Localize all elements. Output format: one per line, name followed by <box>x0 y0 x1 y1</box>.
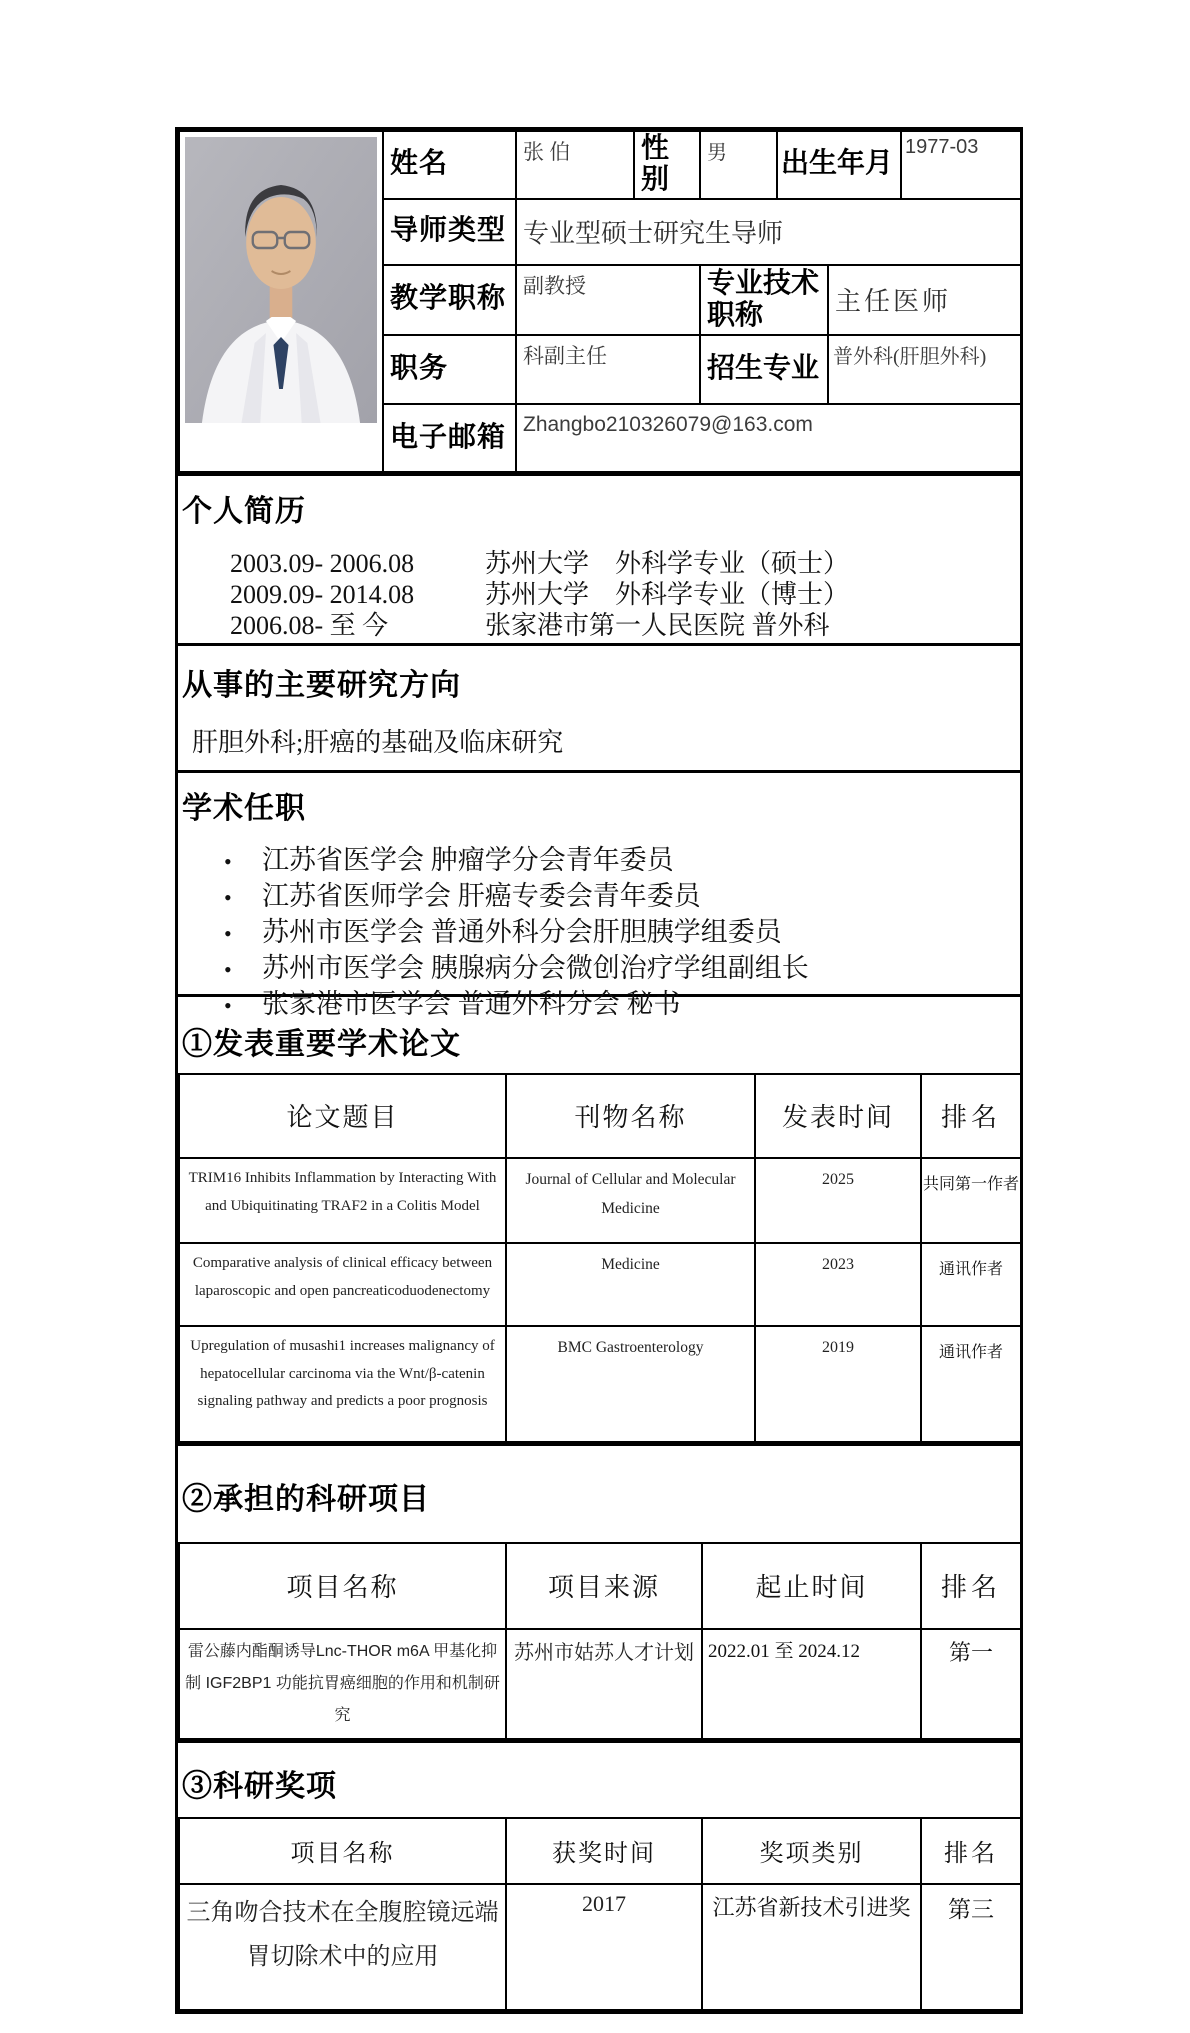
research-direction-title: 从事的主要研究方向 <box>182 668 461 702</box>
project-duration: 2022.01 至 2024.12 <box>702 1629 921 1739</box>
column-header: 奖项类别 <box>702 1818 921 1884</box>
column-header: 发表时间 <box>755 1074 921 1158</box>
list-item <box>218 879 1020 915</box>
table-header-row <box>179 1543 1021 1629</box>
tech-title-value: 主任医师 <box>828 265 1021 335</box>
column-header: 排名 <box>921 1074 1021 1158</box>
paper-journal: BMC Gastroenterology <box>506 1326 755 1442</box>
bullet-icon: • <box>224 884 232 910</box>
gender-value: 男 <box>700 131 777 199</box>
column-header: 项目名称 <box>179 1818 506 1884</box>
personal-info-table <box>178 130 1022 473</box>
projects-section-title: ②承担的科研项目 <box>182 1482 430 1516</box>
academic-position-text: 苏州市医学会 胰腺病分会微创治疗学组副组长 <box>262 952 809 983</box>
mentor-type-label: 导师类型 <box>383 199 516 265</box>
awards-section-title: ③科研奖项 <box>182 1769 337 1803</box>
project-name: 雷公藤内酯酮诱导Lnc-THOR m6A 甲基化抑制 IGF2BP1 功能抗胃癌细胞的作用和机制研究 <box>179 1629 506 1739</box>
column-header: 项目名称 <box>179 1543 506 1629</box>
position-value: 科副主任 <box>516 335 700 404</box>
academic-positions-section <box>178 770 1020 1019</box>
column-header: 刊物名称 <box>506 1074 755 1158</box>
gender-label: 性别 <box>634 131 700 199</box>
projects-table <box>178 1542 1022 1740</box>
enroll-major-label: 招生专业 <box>700 335 828 404</box>
name-label: 姓名 <box>383 131 516 199</box>
column-header: 排名 <box>921 1818 1021 1884</box>
table-row <box>179 1243 1021 1326</box>
bullet-icon: • <box>224 956 232 982</box>
resume-detail: 苏州大学 外科学专业（博士） <box>485 579 850 609</box>
resume-list <box>178 530 1020 659</box>
resume-entry <box>230 548 1020 579</box>
cv-document <box>175 127 1023 2014</box>
awards-table <box>178 1817 1022 2011</box>
academic-position-text: 江苏省医学会 肿瘤学分会青年委员 <box>262 844 674 875</box>
paper-journal: Medicine <box>506 1243 755 1326</box>
resume-period: 2006.08- 至 今 <box>230 610 389 640</box>
awards-section <box>178 1740 1020 2011</box>
table-row <box>179 1629 1021 1739</box>
list-item <box>218 915 1020 951</box>
resume-section-title: 个人简历 <box>182 494 306 528</box>
paper-title: TRIM16 Inhibits Inflammation by Interacting With and Ubiquitinating TRAF2 in a Colitis Model <box>179 1158 506 1243</box>
papers-table <box>178 1073 1022 1443</box>
academic-positions-title: 学术任职 <box>182 791 306 825</box>
paper-title: Comparative analysis of clinical efficacy between laparoscopic and open pancreaticoduodenectomy <box>179 1243 506 1326</box>
award-rank: 第三 <box>921 1884 1021 2010</box>
paper-rank: 共同第一作者 <box>921 1158 1021 1243</box>
email-label: 电子邮箱 <box>383 404 516 472</box>
paper-title: Upregulation of musashi1 increases malignancy of hepatocellular carcinoma via the Wnt/β-catenin signaling pathway and predicts a poor prognosis <box>179 1326 506 1442</box>
list-item <box>218 843 1020 879</box>
project-source: 苏州市姑苏人才计划 <box>506 1629 702 1739</box>
column-header: 项目来源 <box>506 1543 702 1629</box>
email-value: Zhangbo210326079@163.com <box>516 404 1021 472</box>
portrait-photo <box>179 131 383 472</box>
resume-detail: 苏州大学 外科学专业（硕士） <box>485 548 850 578</box>
projects-section <box>178 1443 1020 1740</box>
resume-detail: 张家港市第一人民医院 普外科 <box>485 610 830 640</box>
position-label: 职务 <box>383 335 516 404</box>
paper-year: 2023 <box>755 1243 921 1326</box>
table-row <box>179 1326 1021 1442</box>
name-value: 张 伯 <box>516 131 634 199</box>
personal-info-section <box>178 130 1020 473</box>
award-time: 2017 <box>506 1884 702 2010</box>
research-direction-section <box>178 643 1020 770</box>
bullet-icon: • <box>224 848 232 874</box>
column-header: 起止时间 <box>702 1543 921 1629</box>
project-rank: 第一 <box>921 1629 1021 1739</box>
award-category: 江苏省新技术引进奖 <box>702 1884 921 2010</box>
table-row <box>179 1158 1021 1243</box>
resume-entry <box>230 610 1020 641</box>
mentor-type-value: 专业型硕士研究生导师 <box>516 199 1021 265</box>
list-item <box>218 951 1020 987</box>
column-header: 获奖时间 <box>506 1818 702 1884</box>
paper-year: 2019 <box>755 1326 921 1442</box>
tech-title-label: 专业技术职称 <box>700 265 828 335</box>
award-name: 三角吻合技术在全腹腔镜远端胃切除术中的应用 <box>179 1884 506 2010</box>
resume-entry <box>230 579 1020 610</box>
birth-value: 1977-03 <box>901 131 1021 199</box>
teaching-title-value: 副教授 <box>516 265 700 335</box>
paper-rank: 通讯作者 <box>921 1326 1021 1442</box>
teaching-title-label: 教学职称 <box>383 265 516 335</box>
table-header-row <box>179 1074 1021 1158</box>
resume-section <box>178 473 1020 643</box>
column-header: 排名 <box>921 1543 1021 1629</box>
paper-journal: Journal of Cellular and Molecular Medicine <box>506 1158 755 1243</box>
resume-period: 2003.09- 2006.08 <box>230 548 415 578</box>
table-header-row <box>179 1818 1021 1884</box>
table-row <box>179 1884 1021 2010</box>
academic-position-text: 张家港市医学会 普通外科分会 秘书 <box>262 988 681 1019</box>
paper-year: 2025 <box>755 1158 921 1243</box>
enroll-major-value: 普外科(肝胆外科) <box>828 335 1021 404</box>
academic-position-text: 苏州市医学会 普通外科分会肝胆胰学组委员 <box>262 916 782 947</box>
birth-label: 出生年月 <box>777 131 901 199</box>
resume-period: 2009.09- 2014.08 <box>230 579 415 609</box>
bullet-icon: • <box>224 920 232 946</box>
paper-rank: 通讯作者 <box>921 1243 1021 1326</box>
research-direction-content: 肝胆外科;肝癌的基础及临床研究 <box>192 727 564 757</box>
portrait-photo-image <box>185 137 377 423</box>
papers-section-title: ①发表重要学术论文 <box>182 1027 461 1061</box>
academic-position-text: 江苏省医师学会 肝癌专委会青年委员 <box>262 880 701 911</box>
papers-section <box>178 994 1020 1443</box>
column-header: 论文题目 <box>179 1074 506 1158</box>
bullet-icon: • <box>224 992 232 1018</box>
